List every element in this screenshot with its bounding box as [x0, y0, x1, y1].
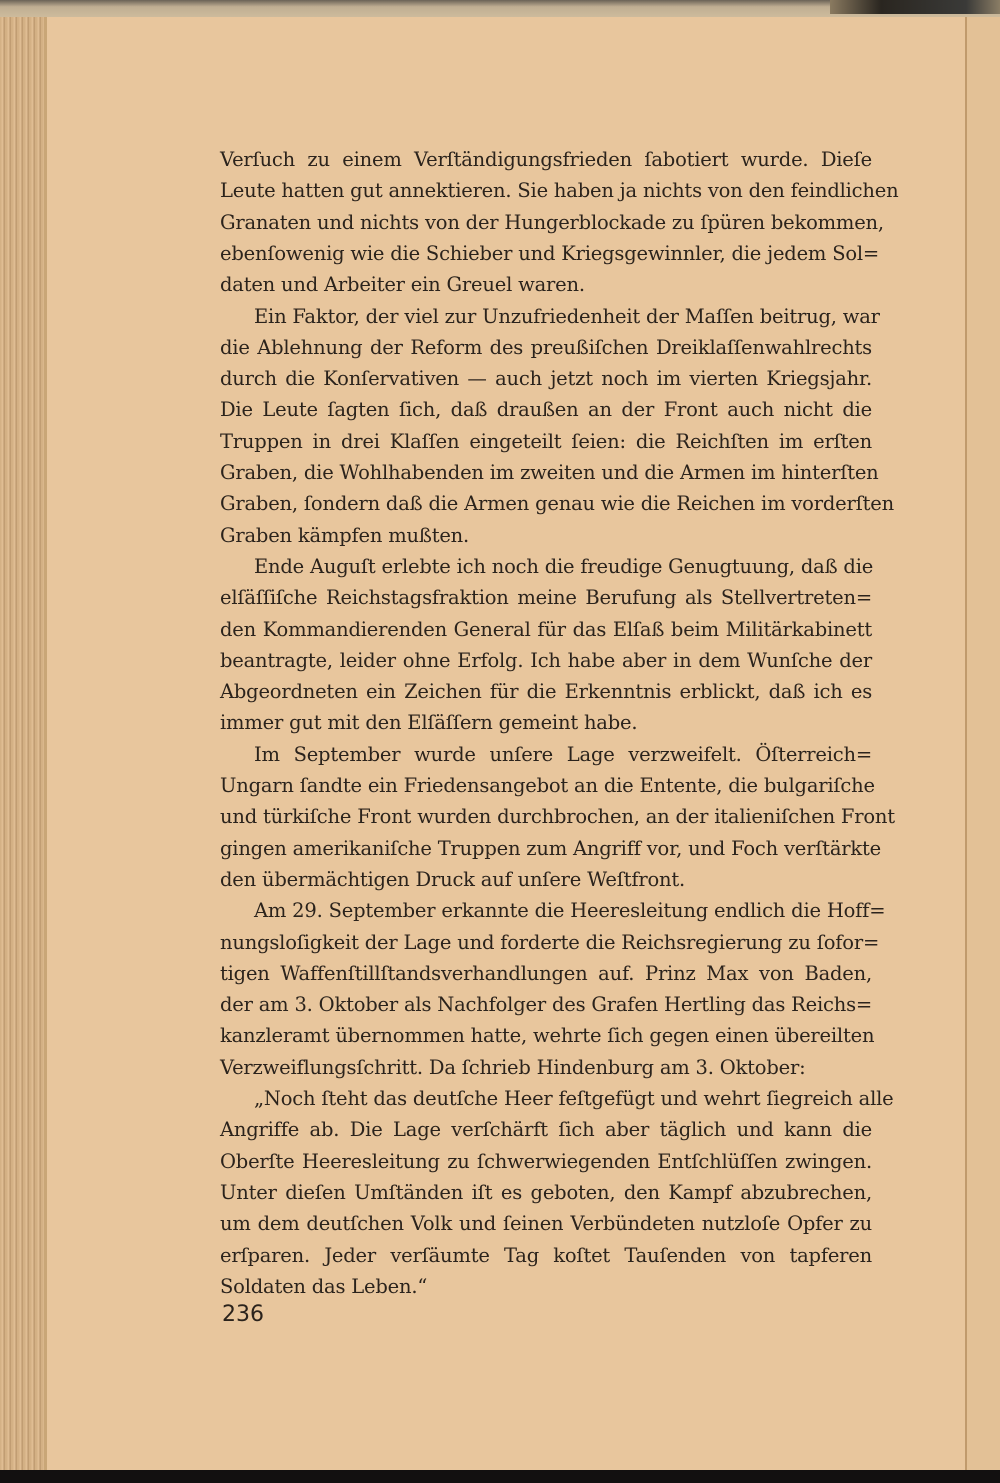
text-line: durch die Konſervativen — auch jetzt noch im vierten Kriegsjahr.: [220, 367, 872, 391]
text-line: elſäſſiſche Reichstagsfraktion meine Berufung als Stellvertreten=: [220, 586, 872, 610]
text-line: Abgeordneten ein Zeichen für die Erkenntnis erblickt, daß ich es: [220, 680, 872, 704]
text-line: Unter dieſen Umſtänden iſt es geboten, den Kampf abzubrechen,: [220, 1180, 872, 1204]
text-line: Ungarn ſandte ein Friedensangebot an die Entente, die bulgariſche: [220, 774, 875, 797]
text-line: Ein Faktor, der viel zur Unzufriedenheit der Maſſen beitrug, war: [254, 304, 880, 328]
text-line: Truppen in drei Klaſſen eingeteilt ſeien: die Reichſten im erſten: [220, 429, 872, 453]
text-line: der am 3. Oktober als Nachfolger des Grafen Hertling das Reichs=: [220, 993, 873, 1017]
text-line: Im September wurde unſere Lage verzweifelt. Öſterreich=: [254, 742, 872, 766]
text-line: Oberſte Heeresleitung zu ſchwerwiegenden Entſchlüſſen zwingen.: [220, 1149, 872, 1173]
text-line: kanzleramt übernommen hatte, wehrte ſich gegen einen übereilten: [220, 1024, 875, 1048]
text-line: Verſuch zu einem Verſtändigungsfrieden ſabotiert wurde. Dieſe: [220, 148, 872, 171]
text-line: daten und Arbeiter ein Greuel waren.: [220, 273, 585, 297]
page-stack-edges: [0, 17, 46, 1470]
text-line: Graben, ſondern daß die Armen genau wie die Reichen im vorderſten: [220, 492, 894, 516]
text-line: Am 29. September erkannte die Heeresleitung endlich die Hoff=: [254, 899, 886, 923]
text-line: tigen Waffenſtillſtandsverhandlungen auf. Prinz Max von Baden,: [220, 961, 872, 985]
text-line: nungsloſigkeit der Lage und forderte die Reichsregierung zu ſofor=: [220, 930, 880, 954]
scan-bottom-border: [0, 1470, 1000, 1483]
text-line: Leute hatten gut annektieren. Sie haben ja nichts von den feindlichen: [220, 179, 899, 203]
page-number: 236: [222, 1302, 264, 1327]
text-line: Angriffe ab. Die Lage verſchärft ſich aber täglich und kann die: [220, 1118, 872, 1142]
text-line: Granaten und nichts von der Hungerblockade zu ſpüren bekommen,: [220, 210, 884, 234]
text-line: die Ablehnung der Reform des preußiſchen Dreiklaſſenwahlrechts: [220, 335, 872, 359]
text-line: erſparen. Jeder verſäumte Tag koſtet Tauſenden von tapferen: [220, 1243, 872, 1267]
text-line: Die Leute ſagten ſich, daß draußen an der Front auch nicht die: [220, 398, 872, 422]
text-line: beantragte, leider ohne Erfolg. Ich habe aber in dem Wunſche der: [220, 648, 872, 672]
text-line: um dem deutſchen Volk und ſeinen Verbündeten nutzloſe Opfer zu: [220, 1212, 872, 1236]
text-line: Soldaten das Leben.“: [220, 1274, 428, 1298]
text-line: Verzweiflungsſchritt. Da ſchrieb Hindenburg am 3. Oktober:: [220, 1055, 806, 1079]
book-cover-corner: [830, 0, 1000, 14]
text-line: und türkiſche Front wurden durchbrochen, an der italieniſchen Front: [220, 805, 895, 829]
text-line: Graben kämpfen mußten.: [220, 523, 470, 547]
text-line: Graben, die Wohlhabenden im zweiten und die Armen im hinterſten: [220, 461, 879, 484]
right-page-border: [965, 17, 967, 1470]
text-line: den Kommandierenden General für das Elſaß beim Militärkabinett: [220, 617, 872, 641]
text-line: Ende Auguſt erlebte ich noch die freudige Genugtuung, daß die: [254, 554, 874, 578]
page-gutter-line: [44, 17, 47, 1470]
text-line: den übermächtigen Druck auf unſere Weſtfront.: [220, 867, 686, 891]
text-line: „Noch ſteht das deutſche Heer feſtgefügt und wehrt ſiegreich alle: [254, 1087, 894, 1110]
text-line: gingen amerikaniſche Truppen zum Angriff vor, und Foch verſtärkte: [220, 836, 882, 860]
right-page-edge: [967, 17, 1000, 1470]
text-line: ebenſowenig wie die Schieber und Kriegsgewinnler, die jedem Sol=: [220, 241, 880, 265]
text-line: immer gut mit den Elſäſſern gemeint habe.: [220, 711, 638, 735]
